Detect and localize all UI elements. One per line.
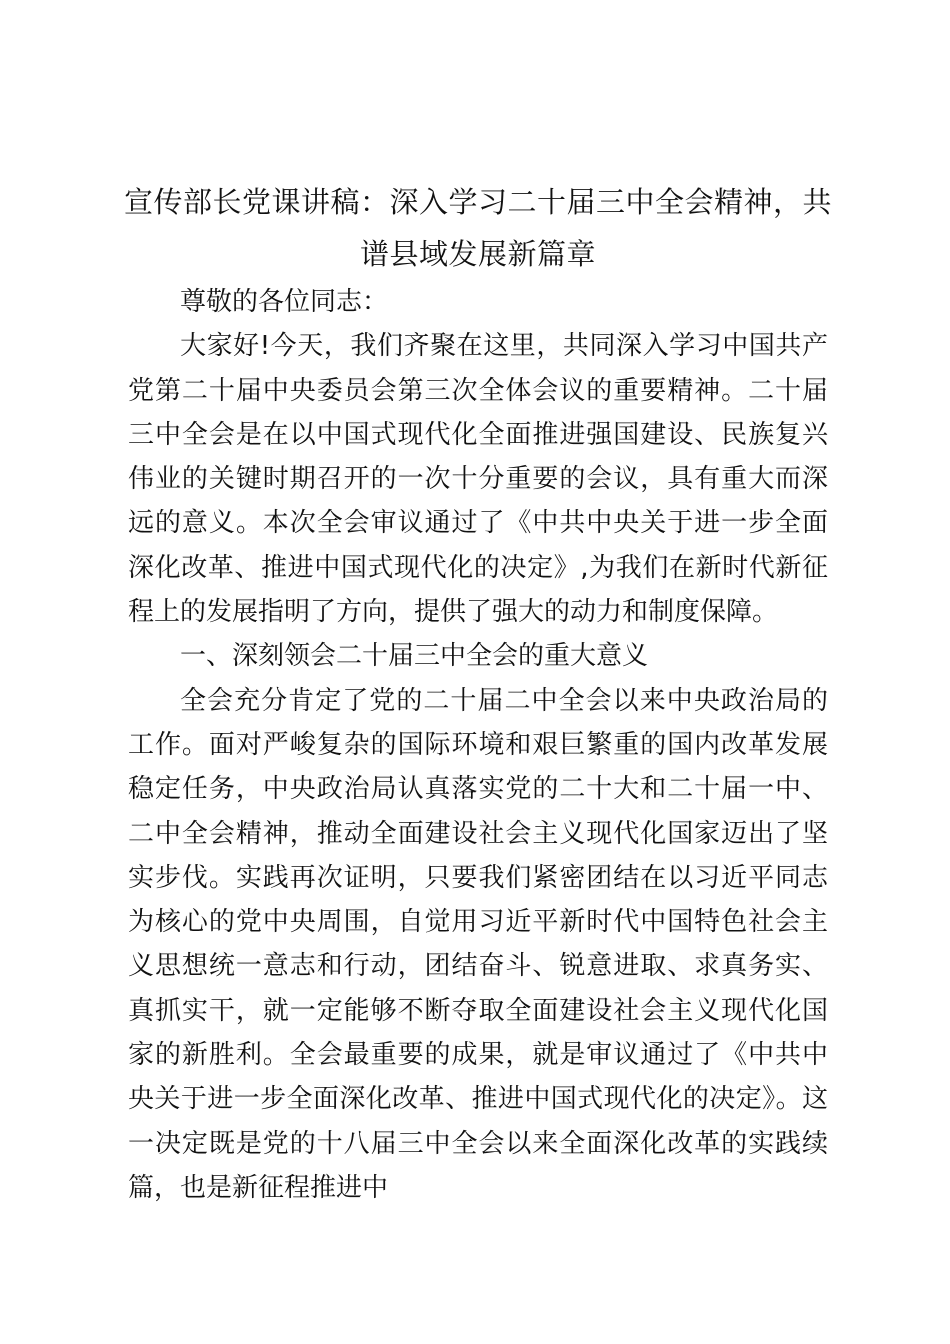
body-paragraph: 全会充分肯定了党的二十届二中全会以来中央政治局的工作。面对严峻复杂的国际环境和艰巨繁重的国内改革发展稳定任务，中央政治局认真落实党的二十大和二十届一中、二中全会精神，推动全面建设社会主义现代化国家迈出了坚实步伐。实践再次证明，只要我们紧密团结在以习近平同志为核心的党中央周围，自觉用习近平新时代中国特色社会主义思想统一意志和行动，团结奋斗、锐意进取、求真务实、真抓实干，就一定能够不断夺取全面建设社会主义现代化国家的新胜利。全会最重要的成果，就是审议通过了《中共中央关于进一步全面深化改革、推进中国式现代化的决定》。这一决定既是党的十八届三中全会以来全面深化改革的实践续篇，也是新征程推进中: [128, 685, 828, 1203]
document-body: [128, 280, 828, 1210]
intro-paragraph: 大家好!今天，我们齐聚在这里，共同深入学习中国共产党第二十届中央委员会第三次全体会议的重要精神。二十届三中全会是在以中国式现代化全面推进强国建设、民族复兴伟业的关键时期召开的一次十分重要的会议，具有重大而深远的意义。本次全会审议通过了《中共中央关于进一步全面深化改革、推进中国式现代化的决定》,为我们在新时代新征程上的发展指明了方向，提供了强大的动力和制度保障。: [128, 331, 828, 628]
salutation-paragraph: 尊敬的各位同志：: [180, 287, 389, 317]
document-title: 宣传部长党课讲稿：深入学习二十届三中全会精神，共谱县域发展新篇章: [123, 185, 832, 271]
section-heading: 一、深刻领会二十届三中全会的重大意义: [180, 641, 649, 672]
